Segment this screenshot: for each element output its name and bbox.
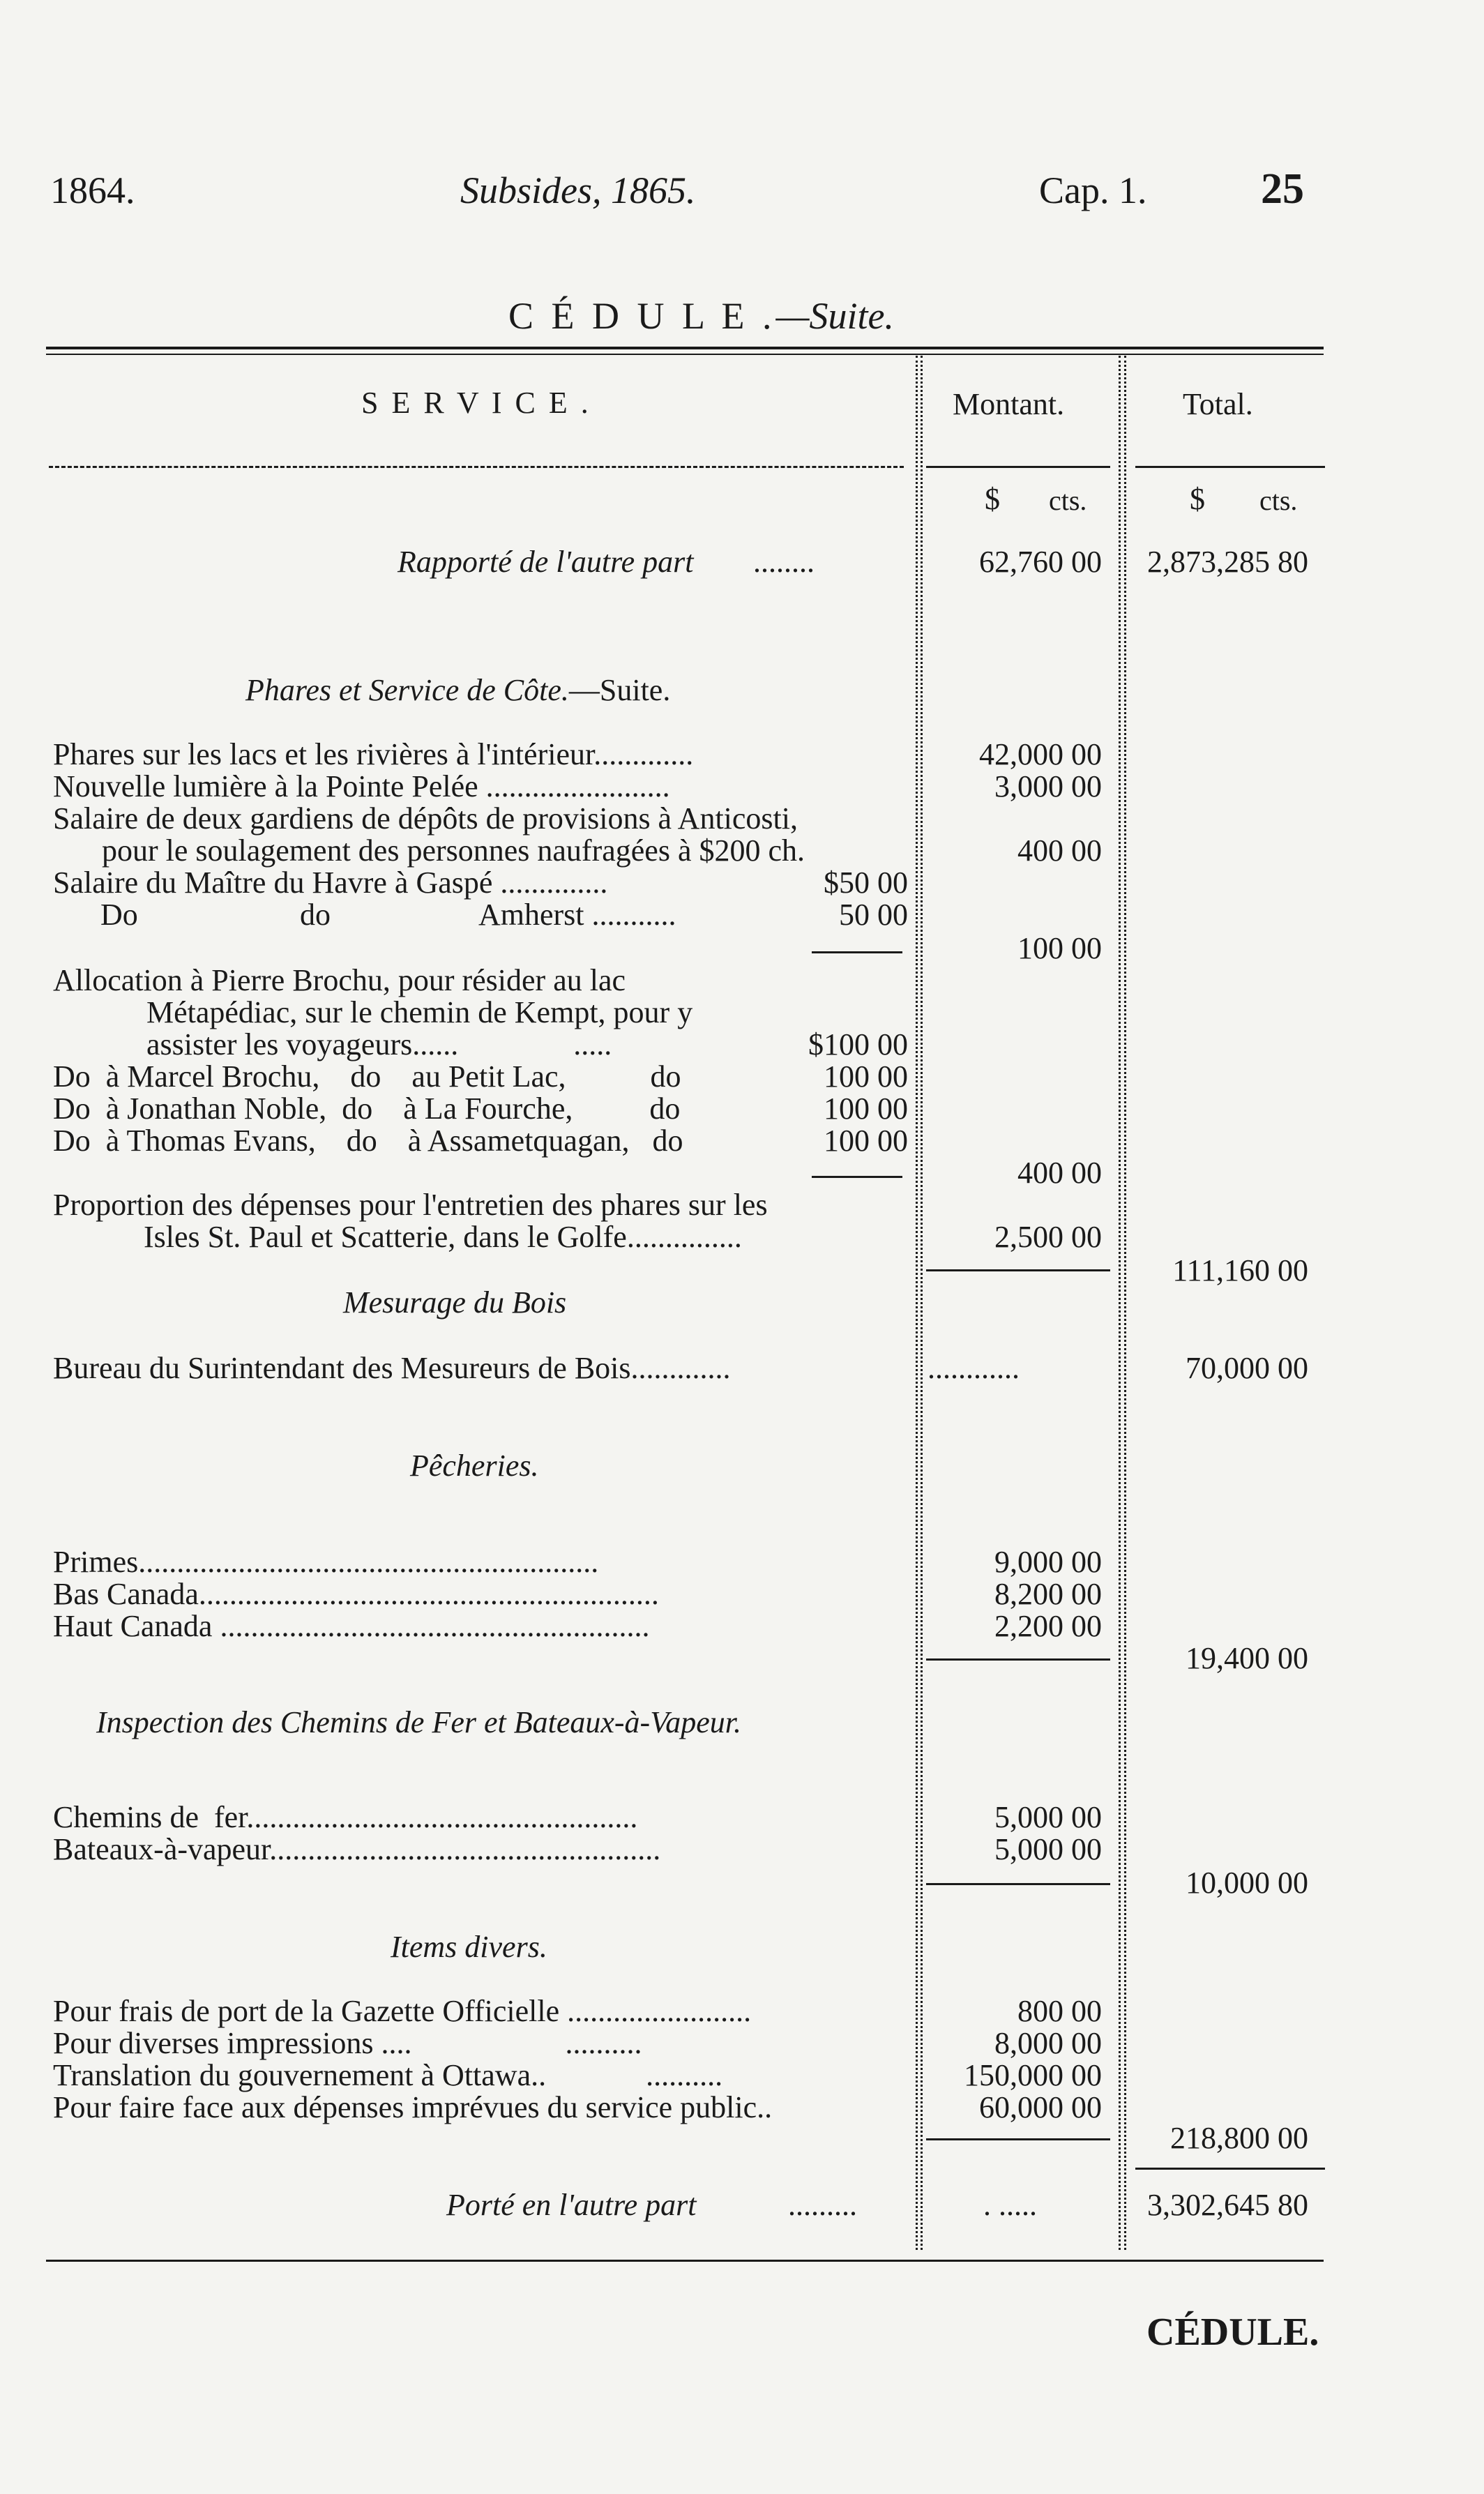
header-rule-montant [926, 466, 1110, 468]
total-cell: 19,400 00 [1186, 1641, 1308, 1675]
list-item: ............ [927, 1351, 1020, 1385]
list-item: Do à Jonathan Noble, do à La Fourche, do [53, 1091, 681, 1126]
carried-in-total: 2,873,285 80 [1147, 545, 1308, 579]
list-item: Bateaux-à-vapeur................................................... [53, 1832, 661, 1866]
column-divider-2b [1124, 356, 1126, 2250]
total-cell: 218,800 00 [1170, 2121, 1308, 2155]
list-item: assister les voyageurs...... ..... [146, 1027, 612, 1061]
currency-cts-montant: cts. [1049, 485, 1087, 516]
carried-out-leader: ......... [788, 2188, 857, 2222]
column-divider-1 [916, 356, 918, 2250]
currency-cts-total: cts. [1259, 485, 1298, 516]
section-heading-phares [230, 644, 670, 706]
list-item: Do à Marcel Brochu, do au Petit Lac, do [53, 1059, 681, 1094]
list-item: Bas Canada............................................................ [53, 1577, 659, 1611]
list-item: Translation du gouvernement à Ottawa.. .......... [53, 2058, 723, 2092]
list-item: pour le soulagement des personnes naufragées à $200 ch. [102, 833, 805, 868]
table-top-rule [46, 347, 1324, 349]
header-title: Subsides, 1865. [460, 169, 696, 211]
montant-cell: 5,000 00 [994, 1832, 1102, 1866]
schedule-title [481, 259, 894, 335]
montant-cell: 800 00 [1017, 1994, 1102, 2028]
list-item: Haut Canada ........................................................ [53, 1609, 650, 1643]
carried-in-leader: ........ [753, 545, 815, 579]
section-heading-inspection: Inspection des Chemins de Fer et Bateaux-à-Vapeur. [96, 1705, 741, 1739]
montant-cell: 8,200 00 [994, 1577, 1102, 1611]
column-divider-2 [1119, 356, 1121, 2250]
header-rule-service [49, 466, 904, 468]
montant-cell: 3,000 00 [994, 769, 1102, 803]
inner-amount: 100 00 [824, 1124, 908, 1158]
list-item: Phares sur les lacs et les rivières à l'intérieur............. [53, 737, 694, 771]
list-item: Salaire du Maître du Havre à Gaspé .............. [53, 866, 608, 900]
inner-amount: 100 00 [824, 1091, 908, 1126]
section-sum-rule [926, 2138, 1110, 2140]
currency-dollar-total: $ [1190, 482, 1205, 516]
montant-cell: 9,000 00 [994, 1545, 1102, 1579]
montant-cell: 2,200 00 [994, 1609, 1102, 1643]
list-item: Pour frais de port de la Gazette Officielle ........................ [53, 1994, 752, 2028]
carried-out-label: Porté en l'autre part [446, 2188, 697, 2222]
montant-cell: 150,000 00 [964, 2058, 1102, 2092]
section-heading-phares-suffix: —Suite. [568, 673, 671, 707]
list-item: Nouvelle lumière à la Pointe Pelée ........................ [53, 769, 670, 803]
montant-cell: 5,000 00 [994, 1800, 1102, 1834]
column-divider-1b [921, 356, 923, 2250]
list-item: Pour faire face aux dépenses imprévues du service public.. [53, 2090, 773, 2124]
list-item: Allocation à Pierre Brochu, pour résider au lac [53, 963, 626, 997]
section-sum-rule [926, 1658, 1110, 1661]
montant-cell: 60,000 00 [979, 2090, 1102, 2124]
list-item: Proportion des dépenses pour l'entretien des phares sur les [53, 1188, 768, 1222]
grand-total-cell: 3,302,645 80 [1147, 2188, 1308, 2222]
page-number: 25 [1261, 165, 1304, 213]
inner-amount: $50 00 [824, 866, 908, 900]
carried-in-montant: 62,760 00 [979, 545, 1102, 579]
section-heading-divers: Items divers. [391, 1930, 547, 1964]
catchword: CÉDULE. [1146, 2311, 1319, 2354]
grand-total-rule [1135, 2168, 1325, 2170]
header-rule-total [1135, 466, 1325, 468]
montant-cell: 400 00 [1017, 833, 1102, 868]
section-heading-pecheries: Pêcheries. [410, 1449, 539, 1483]
list-item: Isles St. Paul et Scatterie, dans le Golfe............... [144, 1220, 742, 1254]
list-item: Pour diverses impressions .... .......... [53, 2026, 642, 2060]
list-item: Salaire de deux gardiens de dépôts de provisions à Anticosti, [53, 801, 798, 836]
header-year: 1864. [50, 169, 135, 211]
list-item: Métapédiac, sur le chemin de Kempt, pour y [146, 995, 693, 1029]
list-item: do [300, 898, 331, 932]
inner-amount: $100 00 [808, 1027, 908, 1061]
section-heading-mesurage: Mesurage du Bois [343, 1285, 567, 1320]
inner-amount: 100 00 [824, 1059, 908, 1094]
table-bottom-rule [46, 2260, 1324, 2262]
carried-in-label: Rapporté de l'autre part [397, 545, 694, 579]
montant-cell: 2,500 00 [994, 1220, 1102, 1254]
schedule-title-suffix: —Suite. [775, 295, 894, 337]
total-cell: 10,000 00 [1186, 1866, 1308, 1900]
subtotal-rule [812, 1176, 902, 1178]
section-sum-rule [926, 1269, 1110, 1271]
list-item: Do à Thomas Evans, do à Assametquagan, do [53, 1124, 683, 1158]
total-cell: 111,160 00 [1172, 1253, 1308, 1287]
section-heading-phares-title: Phares et Service de Côte. [245, 673, 569, 707]
montant-cell: 100 00 [1017, 931, 1102, 965]
subtotal-rule [812, 951, 902, 953]
list-item: Do [100, 898, 138, 932]
list-item: Bureau du Surintendant des Mesureurs de Bois............. [53, 1351, 731, 1385]
montant-cell: 8,000 00 [994, 2026, 1102, 2060]
inner-amount: 50 00 [839, 898, 908, 932]
column-header-service: S E R V I C E . [361, 386, 591, 420]
montant-cell: 400 00 [1017, 1156, 1102, 1190]
total-cell: 70,000 00 [1186, 1351, 1308, 1385]
currency-dollar-montant: $ [985, 482, 1000, 516]
list-item: Chemins de fer................................................... [53, 1800, 638, 1834]
table-top-rule-2 [46, 354, 1324, 355]
column-header-total: Total. [1183, 387, 1253, 421]
carried-out-montant: . ..... [983, 2188, 1037, 2222]
montant-cell: 42,000 00 [979, 737, 1102, 771]
list-item: Amherst ........... [478, 898, 676, 932]
list-item: Primes............................................................ [53, 1545, 599, 1579]
section-sum-rule [926, 1883, 1110, 1885]
schedule-title-main: C É D U L E . [508, 295, 776, 337]
column-header-montant: Montant. [953, 387, 1065, 421]
header-cap: Cap. 1. [1039, 169, 1147, 211]
